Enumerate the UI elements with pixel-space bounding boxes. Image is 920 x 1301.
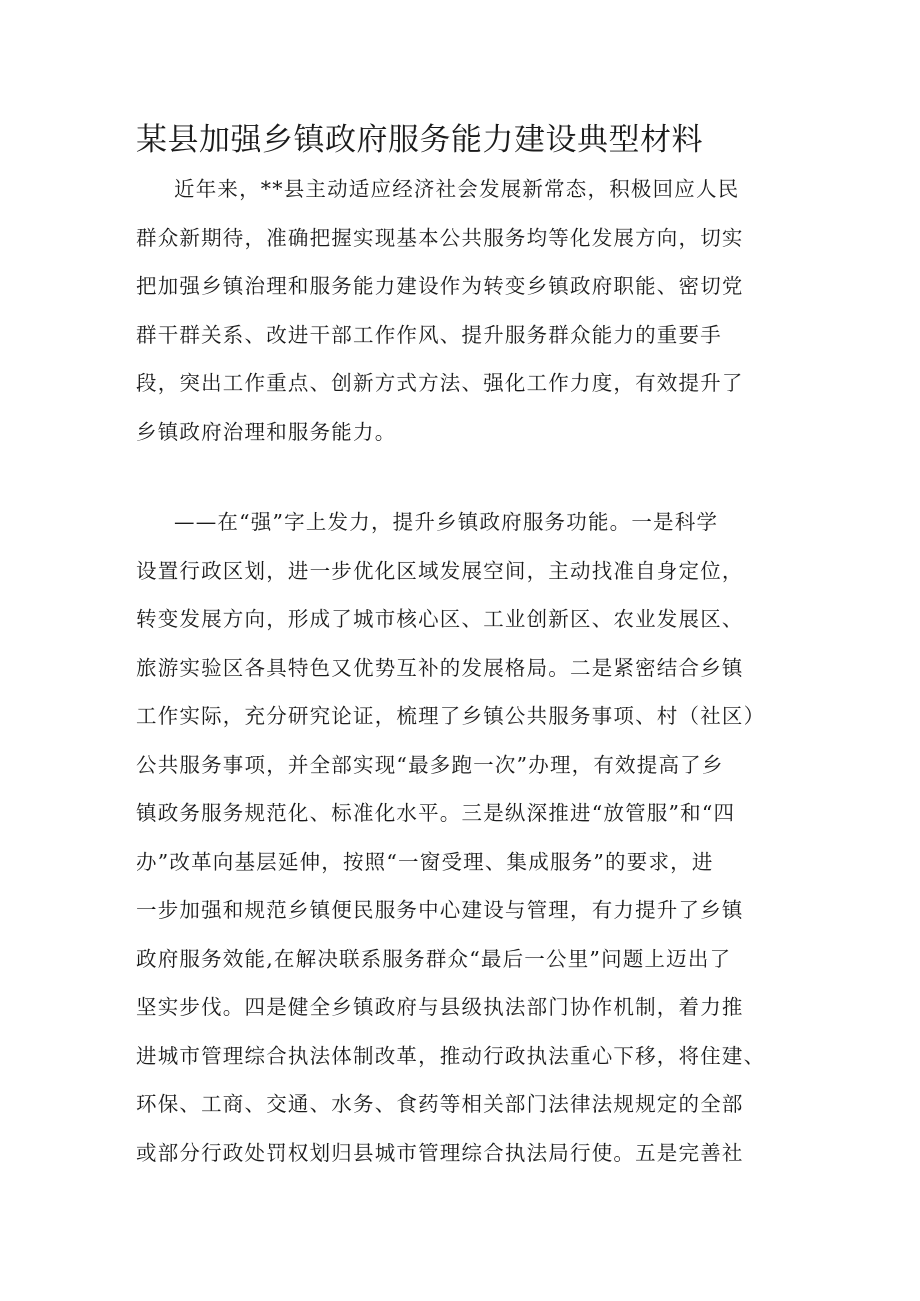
paragraph-line: 段，突出工作重点、创新方式方法、强化工作力度，有效提升了 [136, 371, 744, 395]
paragraph-line: 镇政务服务规范化、标准化水平。三是纵深推进“放管服”和“四 [136, 801, 736, 825]
paragraph-section-strong [136, 498, 796, 1177]
paragraph-line: 进城市管理综合执法体制改革，推动行政执法重心下移，将住建、 [136, 1043, 766, 1068]
paragraph-line: 一步加强和规范乡镇便民服务中心建设与管理，有力提升了乡镇 [136, 898, 744, 922]
document-title: 某县加强乡镇政府服务能力建设典型材料 [136, 122, 703, 158]
paragraph-line: 坚实步伐。四是健全乡镇政府与县级执法部门协作机制，着力推 [136, 995, 744, 1019]
paragraph-line: 环保、工商、交通、水务、食药等相关部门法律法规规定的全部 [136, 1092, 744, 1116]
paragraph-line: 近年来，**县主动适应经济社会发展新常态，积极回应人民 [174, 177, 740, 201]
paragraph-line: 把加强乡镇治理和服务能力建设作为转变乡镇政府职能、密切党 [136, 274, 744, 298]
paragraph-line: 转变发展方向，形成了城市核心区、工业创新区、农业发展区、 [136, 607, 744, 631]
paragraph-line: 群干群关系、改进干部工作作风、提升服务群众能力的重要手 [136, 322, 722, 347]
paragraph-line: ——在“强”字上发力，提升乡镇政府服务功能。一是科学 [174, 510, 719, 534]
paragraph-line: 或部分行政处罚权划归县城市管理综合执法局行使。五是完善社 [136, 1140, 744, 1165]
paragraph-line: 公共服务事项，并全部实现“最多跑一次”办理，有效提高了乡 [136, 752, 724, 777]
paragraph-line: 设置行政区划，进一步优化区域发展空间，主动找准自身定位， [136, 558, 744, 583]
paragraph-line: 办”改革向基层延伸，按照“一窗受理、集成服务”的要求，进 [136, 849, 714, 874]
paragraph-intro [136, 165, 796, 456]
paragraph-line: 政府服务效能,在解决联系服务群众“最后一公里”问题上迈出了 [136, 946, 732, 971]
paragraph-line: 工作实际，充分研究论证，梳理了乡镇公共服务事项、村（社区） [136, 704, 766, 728]
paragraph-line: 旅游实验区各具特色又优势互补的发展格局。二是紧密结合乡镇 [136, 655, 744, 680]
paragraph-line: 群众新期待，准确把握实现基本公共服务均等化发展方向，切实 [136, 225, 744, 250]
paragraph-line: 乡镇政府治理和服务能力。 [136, 419, 397, 444]
